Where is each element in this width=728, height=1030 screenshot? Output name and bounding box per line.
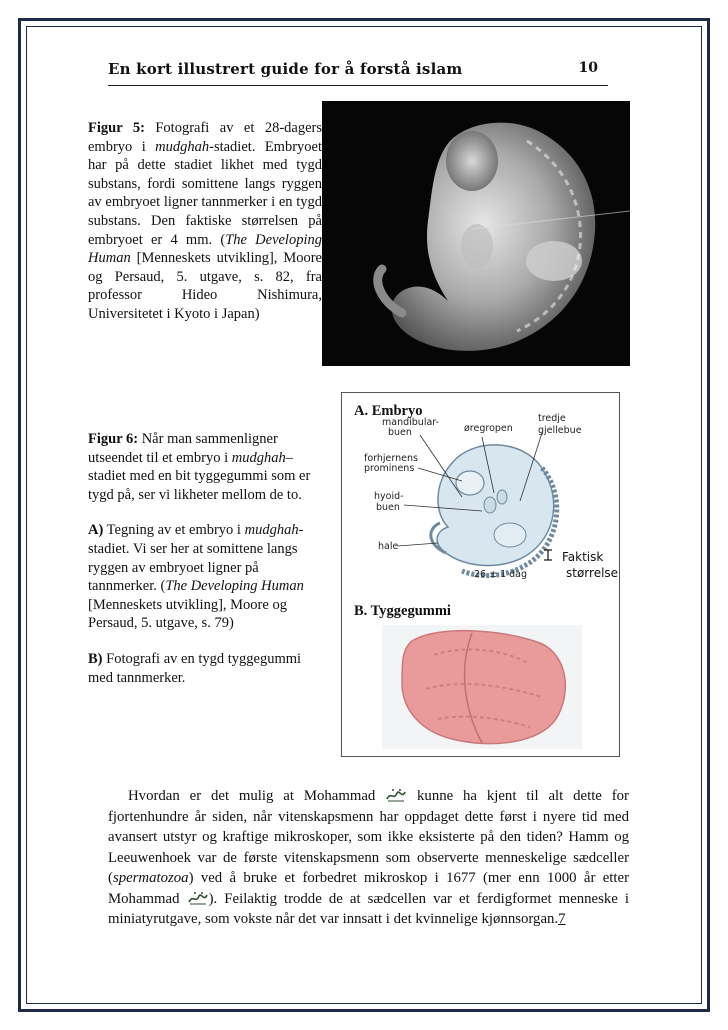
figure6-text: Når man sammenligner utseendet til et embryo i bbox=[88, 431, 278, 466]
label-oregropen: øregropen bbox=[464, 423, 513, 434]
label-storrelse: størrelse bbox=[566, 566, 619, 580]
figure5-label: Figur 5: bbox=[88, 120, 145, 136]
page-header bbox=[108, 56, 608, 86]
label-tredje: tredje bbox=[538, 413, 566, 424]
label-hyoid-2: buen bbox=[376, 502, 400, 513]
label-gjellebue: gjellebue bbox=[538, 425, 582, 436]
figure5-term: mudghah bbox=[155, 138, 210, 155]
embryo-photograph bbox=[322, 101, 630, 366]
diagram-title-b: B. Tyggegummi bbox=[354, 603, 451, 619]
figure6-a-ref-rest: [Menneskets utvikling], Moore og Persaud, 5. utgave, s. 79) bbox=[88, 596, 287, 632]
label-mandibular: mandibular- bbox=[382, 417, 440, 428]
diagram-drawing bbox=[342, 393, 620, 757]
body-text-2: kunne ha kjent til alt dette for fjortenhundre år siden, når vitenskapsmenn har oppdaget dette først i nyere tid med avansert utstyr og kraftige mikroskoper, som ikke eksisterte på den tiden? Hamm og Leeuwenhoek var de første vitenskapsmenn som observerte menneskelige sædceller ( bbox=[108, 788, 629, 886]
figure5-text1: Fotografi av et 28-dagers embryo i bbox=[88, 120, 322, 155]
figure6-a-text2: -stadiet. Vi ser her at somittene langs ryggen av embryoet ligner på tannmerker. ( bbox=[88, 522, 304, 595]
diagram-title-a: A. Embryo bbox=[354, 403, 423, 419]
figure6-a-book: The Developing Human bbox=[165, 578, 304, 595]
body-text-3: ) ved å bruke et forbedret mikroskop i 1677 (mer enn 1000 år etter Mohammad bbox=[108, 870, 629, 907]
pbuh-calligraphy-icon-2 bbox=[187, 890, 209, 906]
figure6-caption bbox=[88, 430, 324, 687]
figure6-a-term: mudghah bbox=[244, 522, 299, 539]
page-number: 10 bbox=[578, 60, 598, 76]
body-paragraph bbox=[108, 786, 629, 930]
figure6-a-text1: Tegning av et embryo i bbox=[103, 522, 245, 539]
embryo-photo-drawing bbox=[322, 101, 630, 366]
label-hale: hale bbox=[378, 541, 399, 552]
figure5-ref-rest: [Menneskets utvikling], Moore og Persaud, 5. utgave, s. 82, fra professor Hideo Nishimura, Universitetet i Kyoto i Japan) bbox=[88, 250, 322, 322]
label-hyoid: hyoid- bbox=[374, 491, 404, 502]
header-title: En kort illustrert guide for å forstå islam bbox=[108, 60, 463, 78]
body-term: spermatozoa bbox=[112, 870, 189, 886]
label-prominens: prominens bbox=[364, 463, 415, 474]
figure6-label: Figur 6: bbox=[88, 431, 139, 447]
embryo-drawing-icon bbox=[431, 445, 557, 576]
footnote-link[interactable]: 7 bbox=[558, 911, 566, 927]
figure6-b-text: Fotografi av en tygd tyggegummi med tannmerker. bbox=[88, 650, 302, 686]
figure6-text-end: –stadiet med en bit tyggegummi som er tygd på, ser vi likheter mellom de to. bbox=[88, 449, 311, 503]
embryo-gum-diagram bbox=[341, 392, 620, 757]
figure6-term: mudghah bbox=[231, 449, 286, 466]
figure6-a-label: A) bbox=[88, 522, 104, 539]
chewing-gum-photo bbox=[382, 625, 582, 749]
body-text-1: Hvordan er det mulig at Mohammad bbox=[128, 788, 386, 804]
label-forhjernens: forhjernens bbox=[364, 453, 418, 464]
figure5-ref-open: ( bbox=[220, 231, 226, 248]
figure6-b-label: B) bbox=[88, 650, 103, 667]
figure5-text2: -stadiet. Embryoet har på dette stadiet likhet med tygd substans, fordi somittene langs ryggen av embryoet ligner tannmerker i en tygd substans. Den faktiske størrelsen på embryoet er 4 mm. bbox=[88, 138, 322, 248]
figure5-ref-book: The Developing Human bbox=[88, 231, 322, 267]
pbuh-calligraphy-icon bbox=[385, 787, 407, 803]
label-faktisk: Faktisk bbox=[562, 550, 604, 564]
label-mandibular-2: buen bbox=[388, 427, 412, 438]
body-text-4: ). Feilaktig trodde de at sædcellen var et ferdigformet menneske i miniatyrutgave, som vokste når det var innsatt i det kvinnelige kjønnsorgan. bbox=[108, 890, 629, 927]
size-scale-icon bbox=[544, 550, 552, 560]
label-days: 26 ± 1 dag bbox=[474, 569, 528, 580]
figure5-caption bbox=[88, 119, 322, 324]
